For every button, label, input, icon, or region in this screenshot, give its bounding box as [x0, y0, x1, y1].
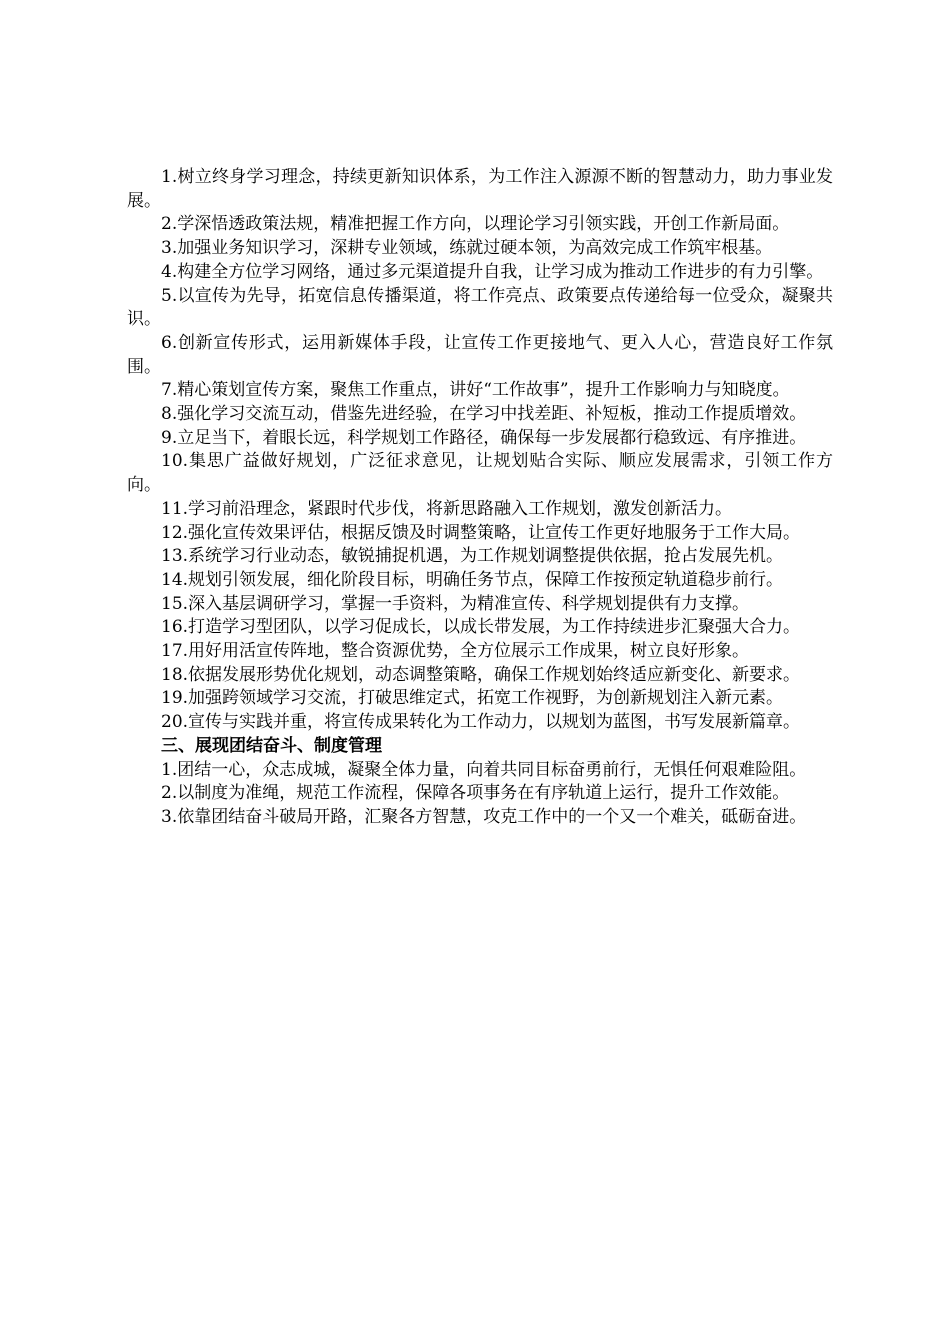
paragraph-6: 6.创新宣传形式，运用新媒体手段，让宣传工作更接地气、更入人心，营造良好工作氛围。 [127, 332, 833, 377]
paragraph-19: 19.加强跨领域学习交流，打破思维定式，拓宽工作视野，为创新规划注入新元素。 [161, 688, 784, 709]
paragraph-10: 10.集思广益做好规划，广泛征求意见，让规划贴合实际、顺应发展需求，引领工作方向。 [127, 451, 833, 496]
paragraph-8: 8.强化学习交流互动，借鉴先进经验，在学习中找差距、补短板，推动工作提质增效。 [161, 404, 807, 425]
paragraph-15: 15.深入基层调研学习，掌握一手资料，为精准宣传、科学规划提供有力支撑。 [161, 593, 750, 614]
paragraph-14: 14.规划引领发展，细化阶段目标，明确任务节点，保障工作按预定轨道稳步前行。 [161, 569, 784, 590]
section-paragraph-1: 1.团结一心，众志成城，凝聚全体力量，向着共同目标奋勇前行，无惧任何艰难险阻。 [161, 759, 807, 780]
section-paragraph-2: 2.以制度为准绳，规范工作流程，保障各项事务在有序轨道上运行，提升工作效能。 [161, 783, 790, 804]
paragraph-7: 7.精心策划宣传方案，聚焦工作重点，讲好“工作故事”，提升工作影响力与知晓度。 [161, 380, 790, 401]
paragraph-1: 1.树立终身学习理念，持续更新知识体系，为工作注入源源不断的智慧动力，助力事业发展。 [127, 167, 833, 211]
paragraph-3: 3.加强业务知识学习，深耕专业领域，练就过硬本领，为高效完成工作筑牢根基。 [161, 238, 773, 259]
paragraph-9: 9.立足当下，着眼长远，科学规划工作路径，确保每一步发展都行稳致远、有序推进。 [161, 427, 807, 448]
document-body [127, 166, 833, 830]
paragraph-4: 4.构建全方位学习网络，通过多元渠道提升自我，让学习成为推动工作进步的有力引擎。 [161, 261, 824, 282]
paragraph-12: 12.强化宣传效果评估，根据反馈及时调整策略，让宣传工作更好地服务于工作大局。 [161, 522, 801, 543]
paragraph-11: 11.学习前沿理念，紧跟时代步伐，将新思路融入工作规划，激发创新活力。 [161, 498, 733, 519]
paragraph-20: 20.宣传与实践并重，将宣传成果转化为工作动力，以规划为蓝图，书写发展新篇章。 [161, 712, 801, 733]
section-paragraph-3: 3.依靠团结奋斗破局开路，汇聚各方智慧，攻克工作中的一个又一个难关，砥砺奋进。 [161, 806, 807, 827]
section-heading: 三、展现团结奋斗、制度管理 [161, 735, 382, 756]
paragraph-5: 5.以宣传为先导，拓宽信息传播渠道，将工作亮点、政策要点传递给每一位受众，凝聚共识。 [127, 285, 833, 330]
paragraph-2: 2.学深悟透政策法规，精准把握工作方向，以理论学习引领实践，开创工作新局面。 [161, 214, 790, 235]
paragraph-18: 18.依据发展形势优化规划，动态调整策略，确保工作规划始终适应新变化、新要求。 [161, 664, 801, 685]
paragraph-17: 17.用好用活宣传阵地，整合资源优势，全方位展示工作成果，树立良好形象。 [161, 641, 750, 662]
paragraph-16: 16.打造学习型团队，以学习促成长，以成长带发展，为工作持续进步汇聚强大合力。 [161, 617, 801, 638]
paragraph-13: 13.系统学习行业动态，敏锐捕捉机遇，为工作规划调整提供依据，抢占发展先机。 [161, 546, 784, 567]
